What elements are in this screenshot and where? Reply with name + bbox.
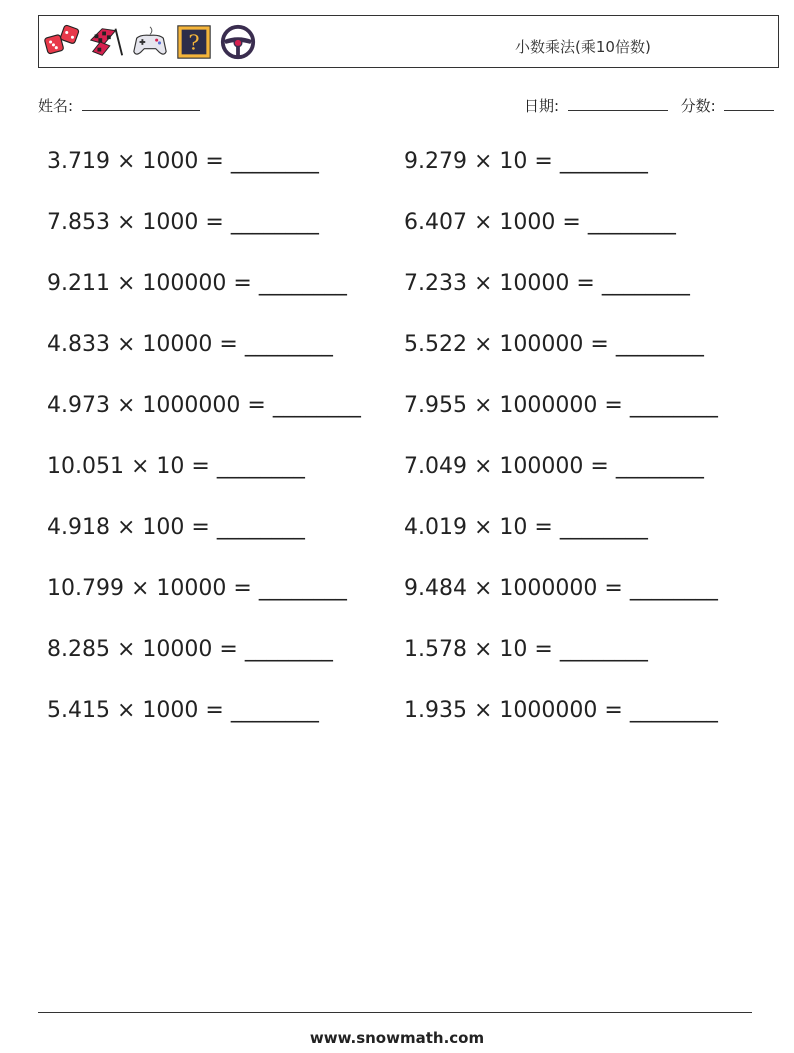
- answer-blank[interactable]: ________: [559, 515, 648, 540]
- answer-blank[interactable]: ________: [559, 637, 648, 662]
- problem-left-5: [47, 393, 361, 418]
- problem-left-9: [47, 637, 333, 662]
- problem-expression: 4.918 × 100 =: [47, 515, 210, 540]
- problem-left-6: [47, 454, 305, 479]
- problem-expression: 5.415 × 1000 =: [47, 698, 224, 723]
- answer-blank[interactable]: ________: [629, 698, 718, 723]
- problem-expression: 3.719 × 1000 =: [47, 149, 224, 174]
- answer-blank[interactable]: ________: [244, 332, 333, 357]
- problem-left-8: [47, 576, 347, 601]
- answer-blank[interactable]: ________: [230, 698, 319, 723]
- score-label: 分数:: [680, 97, 716, 115]
- problem-expression: 4.973 × 1000000 =: [47, 393, 266, 418]
- checkered-flag-icon: [87, 23, 125, 61]
- answer-blank[interactable]: ________: [629, 576, 718, 601]
- problem-expression: 9.211 × 100000 =: [47, 271, 252, 296]
- problem-expression: 4.019 × 10 =: [404, 515, 553, 540]
- worksheet-title: 小数乘法(乘10倍数): [515, 38, 651, 56]
- problem-right-2: [404, 210, 676, 235]
- answer-blank[interactable]: ________: [587, 210, 676, 235]
- answer-blank[interactable]: ________: [258, 576, 347, 601]
- answer-blank[interactable]: ________: [629, 393, 718, 418]
- problem-right-4: [404, 332, 704, 357]
- problem-expression: 7.853 × 1000 =: [47, 210, 224, 235]
- problem-expression: 10.051 × 10 =: [47, 454, 210, 479]
- answer-blank[interactable]: ________: [216, 515, 305, 540]
- name-field: [38, 95, 200, 116]
- answer-blank[interactable]: ________: [258, 271, 347, 296]
- problem-right-7: [404, 515, 648, 540]
- steering-wheel-icon: [219, 23, 257, 61]
- problem-expression: 10.799 × 10000 =: [47, 576, 252, 601]
- problem-expression: 7.955 × 1000000 =: [404, 393, 623, 418]
- problem-expression: 6.407 × 1000 =: [404, 210, 581, 235]
- answer-blank[interactable]: ________: [244, 637, 333, 662]
- problem-expression: 9.279 × 10 =: [404, 149, 553, 174]
- problem-expression: 1.935 × 1000000 =: [404, 698, 623, 723]
- footer-divider: [38, 1012, 752, 1013]
- answer-blank[interactable]: ________: [230, 210, 319, 235]
- answer-blank[interactable]: ________: [615, 454, 704, 479]
- header-box: [38, 15, 779, 68]
- date-score-field: [524, 95, 774, 116]
- icon-row: [43, 22, 257, 62]
- problem-expression: 7.233 × 10000 =: [404, 271, 595, 296]
- answer-blank[interactable]: ________: [272, 393, 361, 418]
- answer-blank[interactable]: ________: [601, 271, 690, 296]
- problem-left-2: [47, 210, 319, 235]
- name-label: 姓名:: [38, 97, 74, 115]
- answer-blank[interactable]: ________: [615, 332, 704, 357]
- problem-right-5: [404, 393, 718, 418]
- problem-right-10: [404, 698, 718, 723]
- problem-expression: 7.049 × 100000 =: [404, 454, 609, 479]
- problem-left-4: [47, 332, 333, 357]
- problem-right-9: [404, 637, 648, 662]
- problem-expression: 9.484 × 1000000 =: [404, 576, 623, 601]
- problem-right-3: [404, 271, 690, 296]
- problem-left-7: [47, 515, 305, 540]
- problem-left-10: [47, 698, 319, 723]
- problem-expression: 1.578 × 10 =: [404, 637, 553, 662]
- problem-right-8: [404, 576, 718, 601]
- problem-expression: 8.285 × 10000 =: [47, 637, 238, 662]
- problem-left-3: [47, 271, 347, 296]
- score-blank[interactable]: [724, 97, 774, 111]
- svg-text:?: ?: [188, 30, 200, 55]
- problem-expression: 5.522 × 100000 =: [404, 332, 609, 357]
- answer-blank[interactable]: ________: [559, 149, 648, 174]
- dice-icon: [43, 23, 81, 61]
- footer-url[interactable]: www.snowmath.com: [309, 1029, 485, 1047]
- game-controller-icon: [131, 23, 169, 61]
- problem-right-6: [404, 454, 704, 479]
- question-block-icon: [175, 23, 213, 61]
- answer-blank[interactable]: ________: [230, 149, 319, 174]
- date-label: 日期:: [524, 97, 560, 115]
- problem-expression: 4.833 × 10000 =: [47, 332, 238, 357]
- problem-right-1: [404, 149, 648, 174]
- problem-left-1: [47, 149, 319, 174]
- name-blank[interactable]: [82, 97, 200, 111]
- date-blank[interactable]: [568, 97, 668, 111]
- answer-blank[interactable]: ________: [216, 454, 305, 479]
